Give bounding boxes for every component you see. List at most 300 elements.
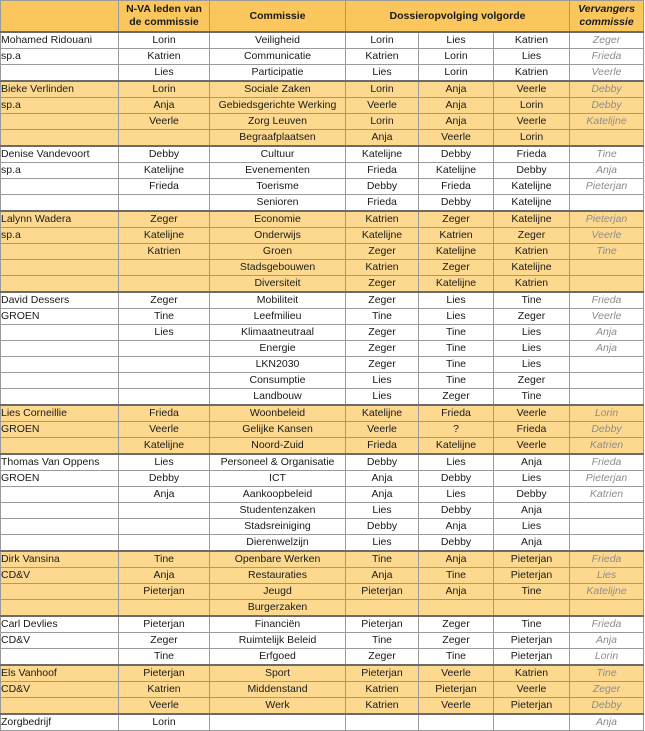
- commissie-cell[interactable]: Dierenwelzijn: [210, 535, 346, 552]
- nva-member-cell[interactable]: [119, 519, 210, 535]
- commissie-cell[interactable]: Gelijke Kansen: [210, 422, 346, 438]
- dossier-first-cell[interactable]: Katrien: [346, 211, 419, 228]
- nva-member-cell[interactable]: [119, 535, 210, 552]
- dossier-second-cell[interactable]: Katelijne: [419, 163, 494, 179]
- member-name-cell[interactable]: Zorgbedrijf: [1, 714, 119, 731]
- commissie-cell[interactable]: Openbare Werken: [210, 551, 346, 568]
- dossier-second-cell[interactable]: Lies: [419, 309, 494, 325]
- dossier-third-cell[interactable]: Anja: [494, 503, 570, 519]
- commissie-cell[interactable]: Jeugd: [210, 584, 346, 600]
- vervanger-cell[interactable]: Debby: [570, 81, 644, 98]
- vervanger-cell[interactable]: Anja: [570, 633, 644, 649]
- member-name-cell[interactable]: [1, 276, 119, 293]
- member-name-cell[interactable]: sp.a: [1, 49, 119, 65]
- dossier-third-cell[interactable]: Lies: [494, 325, 570, 341]
- vervanger-cell[interactable]: Debby: [570, 98, 644, 114]
- dossier-third-cell[interactable]: Lies: [494, 471, 570, 487]
- dossier-first-cell[interactable]: Tine: [346, 551, 419, 568]
- dossier-third-cell[interactable]: Tine: [494, 292, 570, 309]
- dossier-third-cell[interactable]: Lorin: [494, 130, 570, 147]
- nva-member-cell[interactable]: Veerle: [119, 114, 210, 130]
- nva-member-cell[interactable]: Zeger: [119, 292, 210, 309]
- member-name-cell[interactable]: GROEN: [1, 422, 119, 438]
- commissie-cell[interactable]: Consumptie: [210, 373, 346, 389]
- commissie-cell[interactable]: Studentenzaken: [210, 503, 346, 519]
- dossier-second-cell[interactable]: Zeger: [419, 389, 494, 406]
- dossier-third-cell[interactable]: Katrien: [494, 665, 570, 682]
- dossier-third-cell[interactable]: Zeger: [494, 373, 570, 389]
- commissie-cell[interactable]: Evenementen: [210, 163, 346, 179]
- vervanger-cell[interactable]: Anja: [570, 714, 644, 731]
- dossier-third-cell[interactable]: [494, 714, 570, 731]
- nva-member-cell[interactable]: [119, 373, 210, 389]
- vervanger-cell[interactable]: Frieda: [570, 49, 644, 65]
- dossier-first-cell[interactable]: Debby: [346, 454, 419, 471]
- dossier-first-cell[interactable]: Zeger: [346, 357, 419, 373]
- dossier-third-cell[interactable]: Katelijne: [494, 195, 570, 212]
- dossier-first-cell[interactable]: Zeger: [346, 276, 419, 293]
- dossier-first-cell[interactable]: Lorin: [346, 81, 419, 98]
- vervanger-cell[interactable]: [570, 260, 644, 276]
- nva-member-cell[interactable]: [119, 357, 210, 373]
- nva-member-cell[interactable]: Anja: [119, 487, 210, 503]
- member-name-cell[interactable]: [1, 357, 119, 373]
- commissie-cell[interactable]: Klimaatneutraal: [210, 325, 346, 341]
- dossier-third-cell[interactable]: Veerle: [494, 438, 570, 455]
- dossier-second-cell[interactable]: Anja: [419, 81, 494, 98]
- vervanger-cell[interactable]: Lorin: [570, 649, 644, 666]
- dossier-first-cell[interactable]: [346, 714, 419, 731]
- vervanger-cell[interactable]: [570, 503, 644, 519]
- dossier-third-cell[interactable]: Veerle: [494, 81, 570, 98]
- commissie-cell[interactable]: Communicatie: [210, 49, 346, 65]
- dossier-third-cell[interactable]: Katrien: [494, 32, 570, 49]
- dossier-third-cell[interactable]: Katelijne: [494, 179, 570, 195]
- dossier-second-cell[interactable]: Tine: [419, 325, 494, 341]
- commissie-cell[interactable]: [210, 714, 346, 731]
- vervanger-cell[interactable]: [570, 535, 644, 552]
- dossier-second-cell[interactable]: Tine: [419, 341, 494, 357]
- dossier-third-cell[interactable]: Tine: [494, 616, 570, 633]
- vervanger-cell[interactable]: [570, 600, 644, 617]
- nva-member-cell[interactable]: Pieterjan: [119, 584, 210, 600]
- dossier-second-cell[interactable]: Katrien: [419, 228, 494, 244]
- dossier-second-cell[interactable]: Zeger: [419, 633, 494, 649]
- member-name-cell[interactable]: sp.a: [1, 228, 119, 244]
- nva-member-cell[interactable]: Pieterjan: [119, 616, 210, 633]
- member-name-cell[interactable]: [1, 649, 119, 666]
- dossier-third-cell[interactable]: Pieterjan: [494, 633, 570, 649]
- dossier-second-cell[interactable]: Tine: [419, 357, 494, 373]
- commissie-cell[interactable]: Mobiliteit: [210, 292, 346, 309]
- dossier-first-cell[interactable]: Veerle: [346, 98, 419, 114]
- dossier-first-cell[interactable]: Zeger: [346, 292, 419, 309]
- vervanger-cell[interactable]: [570, 195, 644, 212]
- member-name-cell[interactable]: Els Vanhoof: [1, 665, 119, 682]
- vervanger-cell[interactable]: Zeger: [570, 32, 644, 49]
- dossier-second-cell[interactable]: Veerle: [419, 130, 494, 147]
- vervanger-cell[interactable]: Frieda: [570, 292, 644, 309]
- dossier-third-cell[interactable]: Katrien: [494, 65, 570, 82]
- vervanger-cell[interactable]: Anja: [570, 163, 644, 179]
- dossier-first-cell[interactable]: Debby: [346, 179, 419, 195]
- commissie-cell[interactable]: Groen: [210, 244, 346, 260]
- dossier-second-cell[interactable]: [419, 600, 494, 617]
- member-name-cell[interactable]: [1, 535, 119, 552]
- nva-member-cell[interactable]: Tine: [119, 309, 210, 325]
- dossier-first-cell[interactable]: Katrien: [346, 49, 419, 65]
- commissie-cell[interactable]: Noord-Zuid: [210, 438, 346, 455]
- dossier-second-cell[interactable]: ?: [419, 422, 494, 438]
- dossier-first-cell[interactable]: Pieterjan: [346, 584, 419, 600]
- member-name-cell[interactable]: [1, 600, 119, 617]
- dossier-third-cell[interactable]: Anja: [494, 454, 570, 471]
- nva-member-cell[interactable]: [119, 195, 210, 212]
- commissie-cell[interactable]: Toerisme: [210, 179, 346, 195]
- vervanger-cell[interactable]: Katrien: [570, 487, 644, 503]
- dossier-second-cell[interactable]: Debby: [419, 471, 494, 487]
- vervanger-cell[interactable]: Anja: [570, 341, 644, 357]
- nva-member-cell[interactable]: [119, 389, 210, 406]
- dossier-third-cell[interactable]: Katrien: [494, 276, 570, 293]
- dossier-first-cell[interactable]: Pieterjan: [346, 665, 419, 682]
- nva-member-cell[interactable]: Zeger: [119, 211, 210, 228]
- dossier-second-cell[interactable]: Katelijne: [419, 276, 494, 293]
- vervanger-cell[interactable]: Pieterjan: [570, 179, 644, 195]
- header-name[interactable]: [1, 1, 119, 33]
- nva-member-cell[interactable]: Katelijne: [119, 228, 210, 244]
- dossier-third-cell[interactable]: Tine: [494, 584, 570, 600]
- dossier-second-cell[interactable]: Zeger: [419, 211, 494, 228]
- nva-member-cell[interactable]: Debby: [119, 146, 210, 163]
- dossier-second-cell[interactable]: Anja: [419, 584, 494, 600]
- vervanger-cell[interactable]: [570, 357, 644, 373]
- dossier-first-cell[interactable]: [346, 600, 419, 617]
- dossier-third-cell[interactable]: Zeger: [494, 309, 570, 325]
- dossier-first-cell[interactable]: Katrien: [346, 260, 419, 276]
- commissie-cell[interactable]: Veiligheid: [210, 32, 346, 49]
- member-name-cell[interactable]: Dirk Vansina: [1, 551, 119, 568]
- vervanger-cell[interactable]: Tine: [570, 244, 644, 260]
- member-name-cell[interactable]: sp.a: [1, 163, 119, 179]
- dossier-second-cell[interactable]: Tine: [419, 373, 494, 389]
- dossier-third-cell[interactable]: Lies: [494, 519, 570, 535]
- commissie-cell[interactable]: Zorg Leuven: [210, 114, 346, 130]
- vervanger-cell[interactable]: [570, 389, 644, 406]
- commissie-cell[interactable]: Stadsreiniging: [210, 519, 346, 535]
- nva-member-cell[interactable]: Lorin: [119, 32, 210, 49]
- nva-member-cell[interactable]: [119, 130, 210, 147]
- dossier-first-cell[interactable]: Zeger: [346, 341, 419, 357]
- nva-member-cell[interactable]: Veerle: [119, 698, 210, 715]
- vervanger-cell[interactable]: Lies: [570, 568, 644, 584]
- dossier-first-cell[interactable]: Katrien: [346, 682, 419, 698]
- header-vervangers[interactable]: Vervangers commissie: [570, 1, 644, 33]
- nva-member-cell[interactable]: Zeger: [119, 633, 210, 649]
- member-name-cell[interactable]: [1, 179, 119, 195]
- commissie-cell[interactable]: Ruimtelijk Beleid: [210, 633, 346, 649]
- dossier-second-cell[interactable]: Debby: [419, 146, 494, 163]
- vervanger-cell[interactable]: [570, 373, 644, 389]
- commissie-cell[interactable]: Erfgoed: [210, 649, 346, 666]
- dossier-first-cell[interactable]: Lorin: [346, 32, 419, 49]
- member-name-cell[interactable]: [1, 389, 119, 406]
- vervanger-cell[interactable]: [570, 519, 644, 535]
- commissie-cell[interactable]: LKN2030: [210, 357, 346, 373]
- dossier-second-cell[interactable]: Pieterjan: [419, 682, 494, 698]
- vervanger-cell[interactable]: Katelijne: [570, 584, 644, 600]
- member-name-cell[interactable]: [1, 65, 119, 82]
- dossier-second-cell[interactable]: Veerle: [419, 698, 494, 715]
- dossier-second-cell[interactable]: Anja: [419, 114, 494, 130]
- dossier-second-cell[interactable]: Katelijne: [419, 244, 494, 260]
- dossier-third-cell[interactable]: Veerle: [494, 114, 570, 130]
- dossier-second-cell[interactable]: [419, 714, 494, 731]
- vervanger-cell[interactable]: Frieda: [570, 551, 644, 568]
- dossier-second-cell[interactable]: Anja: [419, 551, 494, 568]
- vervanger-cell[interactable]: Anja: [570, 325, 644, 341]
- dossier-third-cell[interactable]: Debby: [494, 163, 570, 179]
- dossier-third-cell[interactable]: Pieterjan: [494, 551, 570, 568]
- commissie-cell[interactable]: Senioren: [210, 195, 346, 212]
- member-name-cell[interactable]: [1, 519, 119, 535]
- member-name-cell[interactable]: [1, 244, 119, 260]
- dossier-first-cell[interactable]: Lies: [346, 503, 419, 519]
- member-name-cell[interactable]: Thomas Van Oppens: [1, 454, 119, 471]
- member-name-cell[interactable]: [1, 373, 119, 389]
- member-name-cell[interactable]: [1, 260, 119, 276]
- vervanger-cell[interactable]: Debby: [570, 698, 644, 715]
- vervanger-cell[interactable]: Tine: [570, 665, 644, 682]
- commissie-cell[interactable]: Woonbeleid: [210, 405, 346, 422]
- member-name-cell[interactable]: Bieke Verlinden: [1, 81, 119, 98]
- commissie-cell[interactable]: Sport: [210, 665, 346, 682]
- nva-member-cell[interactable]: Katrien: [119, 682, 210, 698]
- dossier-second-cell[interactable]: Lies: [419, 454, 494, 471]
- member-name-cell[interactable]: [1, 341, 119, 357]
- member-name-cell[interactable]: [1, 487, 119, 503]
- vervanger-cell[interactable]: Debby: [570, 422, 644, 438]
- dossier-first-cell[interactable]: Katelijne: [346, 228, 419, 244]
- vervanger-cell[interactable]: Zeger: [570, 682, 644, 698]
- dossier-second-cell[interactable]: Debby: [419, 195, 494, 212]
- dossier-first-cell[interactable]: Katrien: [346, 698, 419, 715]
- dossier-first-cell[interactable]: Anja: [346, 130, 419, 147]
- nva-member-cell[interactable]: Frieda: [119, 405, 210, 422]
- nva-member-cell[interactable]: Tine: [119, 551, 210, 568]
- dossier-third-cell[interactable]: Zeger: [494, 228, 570, 244]
- member-name-cell[interactable]: CD&V: [1, 682, 119, 698]
- dossier-second-cell[interactable]: Zeger: [419, 616, 494, 633]
- dossier-third-cell[interactable]: Pieterjan: [494, 568, 570, 584]
- dossier-second-cell[interactable]: Zeger: [419, 260, 494, 276]
- dossier-second-cell[interactable]: Lies: [419, 32, 494, 49]
- nva-member-cell[interactable]: Anja: [119, 568, 210, 584]
- nva-member-cell[interactable]: [119, 600, 210, 617]
- member-name-cell[interactable]: [1, 698, 119, 715]
- dossier-third-cell[interactable]: Frieda: [494, 146, 570, 163]
- vervanger-cell[interactable]: [570, 276, 644, 293]
- nva-member-cell[interactable]: Katrien: [119, 244, 210, 260]
- vervanger-cell[interactable]: Katelijne: [570, 114, 644, 130]
- nva-member-cell[interactable]: Lies: [119, 325, 210, 341]
- nva-member-cell[interactable]: [119, 341, 210, 357]
- commissie-cell[interactable]: Cultuur: [210, 146, 346, 163]
- vervanger-cell[interactable]: Pieterjan: [570, 471, 644, 487]
- dossier-second-cell[interactable]: Katelijne: [419, 438, 494, 455]
- dossier-second-cell[interactable]: Frieda: [419, 405, 494, 422]
- member-name-cell[interactable]: [1, 325, 119, 341]
- dossier-third-cell[interactable]: Veerle: [494, 682, 570, 698]
- nva-member-cell[interactable]: Lorin: [119, 81, 210, 98]
- commissie-cell[interactable]: Gebiedsgerichte Werking: [210, 98, 346, 114]
- nva-member-cell[interactable]: Katelijne: [119, 163, 210, 179]
- nva-member-cell[interactable]: Katrien: [119, 49, 210, 65]
- commissie-cell[interactable]: Energie: [210, 341, 346, 357]
- dossier-third-cell[interactable]: Pieterjan: [494, 698, 570, 715]
- dossier-second-cell[interactable]: Tine: [419, 568, 494, 584]
- vervanger-cell[interactable]: Veerle: [570, 65, 644, 82]
- dossier-first-cell[interactable]: Lies: [346, 65, 419, 82]
- member-name-cell[interactable]: David Dessers: [1, 292, 119, 309]
- dossier-third-cell[interactable]: Frieda: [494, 422, 570, 438]
- vervanger-cell[interactable]: Katrien: [570, 438, 644, 455]
- dossier-first-cell[interactable]: Frieda: [346, 438, 419, 455]
- dossier-third-cell[interactable]: Debby: [494, 487, 570, 503]
- member-name-cell[interactable]: Denise Vandevoort: [1, 146, 119, 163]
- member-name-cell[interactable]: sp.a: [1, 98, 119, 114]
- commissie-cell[interactable]: Onderwijs: [210, 228, 346, 244]
- dossier-second-cell[interactable]: Anja: [419, 98, 494, 114]
- dossier-first-cell[interactable]: Zeger: [346, 244, 419, 260]
- dossier-third-cell[interactable]: Pieterjan: [494, 649, 570, 666]
- dossier-first-cell[interactable]: Lies: [346, 373, 419, 389]
- dossier-third-cell[interactable]: Anja: [494, 535, 570, 552]
- vervanger-cell[interactable]: Veerle: [570, 228, 644, 244]
- vervanger-cell[interactable]: Pieterjan: [570, 211, 644, 228]
- nva-member-cell[interactable]: Debby: [119, 471, 210, 487]
- commissie-cell[interactable]: Aankoopbeleid: [210, 487, 346, 503]
- member-name-cell[interactable]: CD&V: [1, 633, 119, 649]
- nva-member-cell[interactable]: Lorin: [119, 714, 210, 731]
- dossier-third-cell[interactable]: [494, 600, 570, 617]
- commissie-cell[interactable]: Financiën: [210, 616, 346, 633]
- header-dossieropvolging[interactable]: Dossieropvolging volgorde: [346, 1, 570, 33]
- dossier-first-cell[interactable]: Lorin: [346, 114, 419, 130]
- vervanger-cell[interactable]: Tine: [570, 146, 644, 163]
- dossier-first-cell[interactable]: Anja: [346, 568, 419, 584]
- dossier-first-cell[interactable]: Zeger: [346, 325, 419, 341]
- member-name-cell[interactable]: [1, 130, 119, 147]
- commissie-cell[interactable]: Landbouw: [210, 389, 346, 406]
- dossier-second-cell[interactable]: Frieda: [419, 179, 494, 195]
- vervanger-cell[interactable]: Lorin: [570, 405, 644, 422]
- dossier-first-cell[interactable]: Tine: [346, 309, 419, 325]
- commissie-cell[interactable]: Economie: [210, 211, 346, 228]
- member-name-cell[interactable]: [1, 114, 119, 130]
- dossier-third-cell[interactable]: Katrien: [494, 244, 570, 260]
- dossier-first-cell[interactable]: Katelijne: [346, 405, 419, 422]
- dossier-third-cell[interactable]: Lorin: [494, 98, 570, 114]
- dossier-second-cell[interactable]: Tine: [419, 649, 494, 666]
- member-name-cell[interactable]: [1, 195, 119, 212]
- commissie-cell[interactable]: Leefmilieu: [210, 309, 346, 325]
- commissie-cell[interactable]: Burgerzaken: [210, 600, 346, 617]
- header-commissie[interactable]: Commissie: [210, 1, 346, 33]
- dossier-third-cell[interactable]: Katelijne: [494, 211, 570, 228]
- member-name-cell[interactable]: [1, 503, 119, 519]
- vervanger-cell[interactable]: Frieda: [570, 616, 644, 633]
- vervanger-cell[interactable]: Frieda: [570, 454, 644, 471]
- header-nva-leden[interactable]: N-VA leden van de commissie: [119, 1, 210, 33]
- dossier-first-cell[interactable]: Anja: [346, 487, 419, 503]
- member-name-cell[interactable]: CD&V: [1, 568, 119, 584]
- member-name-cell[interactable]: Carl Devlies: [1, 616, 119, 633]
- dossier-second-cell[interactable]: Lies: [419, 292, 494, 309]
- dossier-first-cell[interactable]: Lies: [346, 389, 419, 406]
- nva-member-cell[interactable]: [119, 276, 210, 293]
- dossier-second-cell[interactable]: Debby: [419, 503, 494, 519]
- nva-member-cell[interactable]: Lies: [119, 454, 210, 471]
- commissie-cell[interactable]: ICT: [210, 471, 346, 487]
- dossier-third-cell[interactable]: Lies: [494, 341, 570, 357]
- dossier-first-cell[interactable]: Debby: [346, 519, 419, 535]
- dossier-first-cell[interactable]: Veerle: [346, 422, 419, 438]
- commissie-cell[interactable]: Diversiteit: [210, 276, 346, 293]
- nva-member-cell[interactable]: Anja: [119, 98, 210, 114]
- commissie-cell[interactable]: Participatie: [210, 65, 346, 82]
- commissie-cell[interactable]: Stadsgebouwen: [210, 260, 346, 276]
- nva-member-cell[interactable]: Pieterjan: [119, 665, 210, 682]
- nva-member-cell[interactable]: [119, 260, 210, 276]
- member-name-cell[interactable]: Lies Corneillie: [1, 405, 119, 422]
- dossier-first-cell[interactable]: Lies: [346, 535, 419, 552]
- dossier-first-cell[interactable]: Pieterjan: [346, 616, 419, 633]
- dossier-third-cell[interactable]: Katelijne: [494, 260, 570, 276]
- nva-member-cell[interactable]: Tine: [119, 649, 210, 666]
- vervanger-cell[interactable]: Veerle: [570, 309, 644, 325]
- nva-member-cell[interactable]: Veerle: [119, 422, 210, 438]
- member-name-cell[interactable]: [1, 584, 119, 600]
- dossier-second-cell[interactable]: Veerle: [419, 665, 494, 682]
- commissie-cell[interactable]: Personeel & Organisatie: [210, 454, 346, 471]
- dossier-second-cell[interactable]: Anja: [419, 519, 494, 535]
- dossier-second-cell[interactable]: Lorin: [419, 49, 494, 65]
- dossier-first-cell[interactable]: Zeger: [346, 649, 419, 666]
- vervanger-cell[interactable]: [570, 130, 644, 147]
- dossier-first-cell[interactable]: Frieda: [346, 163, 419, 179]
- nva-member-cell[interactable]: [119, 503, 210, 519]
- commissie-cell[interactable]: Restauraties: [210, 568, 346, 584]
- dossier-third-cell[interactable]: Veerle: [494, 405, 570, 422]
- commissie-cell[interactable]: Begraafplaatsen: [210, 130, 346, 147]
- nva-member-cell[interactable]: Lies: [119, 65, 210, 82]
- member-name-cell[interactable]: GROEN: [1, 309, 119, 325]
- nva-member-cell[interactable]: Katelijne: [119, 438, 210, 455]
- dossier-second-cell[interactable]: Lies: [419, 487, 494, 503]
- dossier-first-cell[interactable]: Katelijne: [346, 146, 419, 163]
- member-name-cell[interactable]: [1, 438, 119, 455]
- member-name-cell[interactable]: Lalynn Wadera: [1, 211, 119, 228]
- dossier-second-cell[interactable]: Debby: [419, 535, 494, 552]
- member-name-cell[interactable]: GROEN: [1, 471, 119, 487]
- nva-member-cell[interactable]: Frieda: [119, 179, 210, 195]
- member-name-cell[interactable]: Mohamed Ridouani: [1, 32, 119, 49]
- dossier-third-cell[interactable]: Tine: [494, 389, 570, 406]
- dossier-third-cell[interactable]: Lies: [494, 49, 570, 65]
- dossier-second-cell[interactable]: Lorin: [419, 65, 494, 82]
- dossier-first-cell[interactable]: Frieda: [346, 195, 419, 212]
